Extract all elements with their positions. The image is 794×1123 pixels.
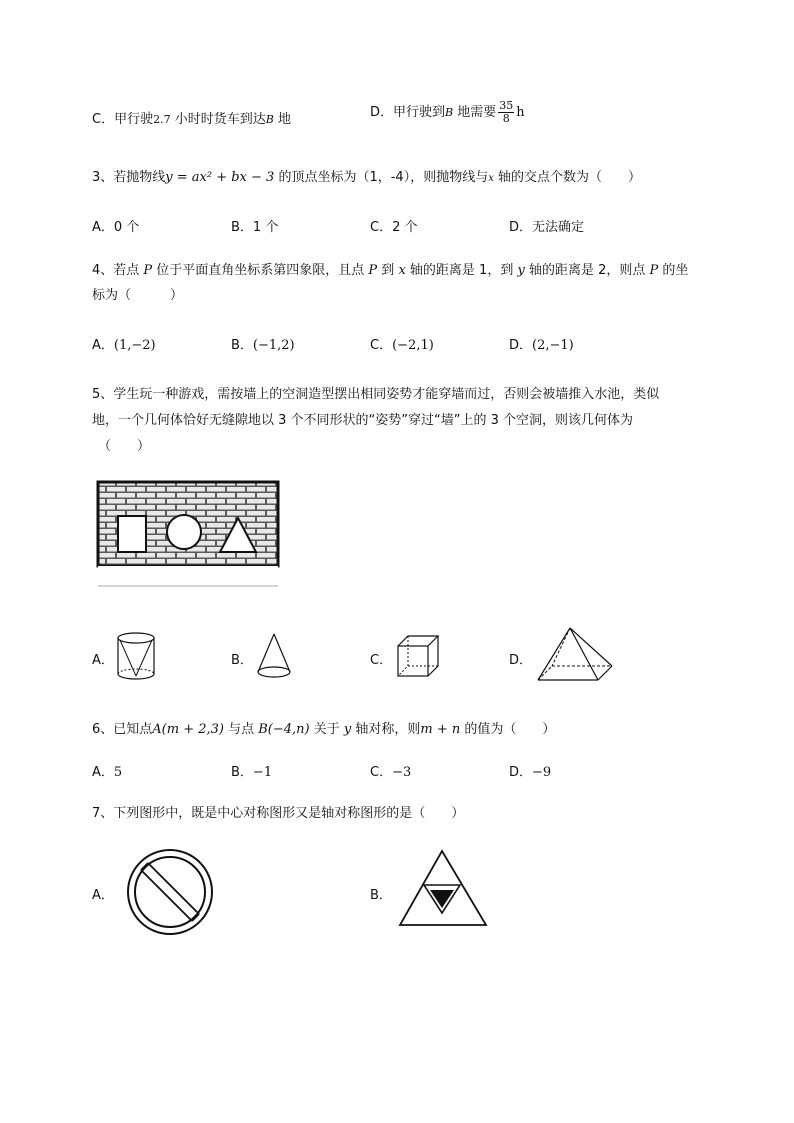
question-text: 轴对称，则 — [351, 722, 421, 737]
option-text: (1,−2) — [113, 338, 156, 353]
axis-variable: y — [517, 263, 525, 278]
q5-stem-line2: 地，一个几何体恰好无缝隙地以 3 个不同形状的“姿势”穿过“墙”上的 3 个空洞，则该几何体为 — [92, 413, 634, 428]
option-value: 2.7 — [153, 113, 171, 126]
option-text: −1 — [252, 765, 273, 780]
q7-option-a-label: A． — [92, 888, 114, 903]
question-text: 轴的距离是 2，则点 — [524, 263, 650, 278]
cube-icon — [396, 634, 442, 680]
point-a: A(m + 2,3) — [152, 722, 224, 737]
option-text: 甲行驶到 — [393, 105, 446, 120]
prohibition-sign-icon — [126, 848, 214, 936]
option-text: 5 — [113, 765, 123, 780]
option-text: 1 个 — [252, 220, 279, 235]
point-variable: P — [649, 263, 659, 278]
brick-wall-figure — [96, 480, 280, 588]
q4-stem-line2: 标为（ ） — [92, 288, 184, 303]
q6-option-d — [509, 761, 551, 780]
option-variable: B — [445, 106, 454, 119]
question-text: 4、若点 — [92, 263, 144, 278]
option-label: B． — [231, 765, 253, 780]
option-label: C． — [92, 112, 115, 127]
option-text: 地需要 — [453, 105, 497, 120]
q7-option-b-label: B． — [370, 888, 392, 903]
option-label: C． — [370, 338, 393, 353]
option-label: D． — [370, 105, 394, 120]
option-text: (−2,1) — [392, 338, 434, 353]
option-label: B． — [231, 338, 253, 353]
question-text: 3、若抛物线 — [92, 170, 166, 185]
option-text: 2 个 — [392, 220, 418, 235]
question-text: 与点 — [223, 722, 259, 737]
option-label: C． — [370, 765, 393, 780]
nested-triangles-icon — [398, 849, 490, 927]
q5-option-d-label: D． — [509, 653, 533, 668]
unit: h — [516, 105, 525, 120]
option-text: (2,−1) — [532, 338, 574, 353]
q6-option-b — [231, 761, 272, 780]
fraction — [498, 100, 514, 125]
axis-variable: y — [343, 722, 352, 737]
question-text: 的坐 — [658, 263, 689, 278]
axis-variable: x — [488, 173, 494, 184]
q3-option-c — [370, 216, 417, 235]
option-label: B． — [231, 220, 253, 235]
q6-stem — [92, 718, 555, 737]
q6-option-a — [92, 761, 122, 780]
question-text: 位于平面直角坐标系第四象限，且点 — [152, 263, 369, 278]
option-label: A． — [92, 220, 114, 235]
square-hole — [118, 516, 146, 552]
option-label: A． — [92, 765, 114, 780]
option-text: (−1,2) — [252, 338, 295, 353]
option-variable: B — [265, 113, 274, 126]
q5-option-b-label: B． — [231, 653, 253, 668]
option-label: C． — [370, 220, 393, 235]
option-label: D． — [509, 220, 533, 235]
q2-option-d — [370, 100, 525, 125]
q5-stem-line1: 5、学生玩一种游戏，需按墙上的空洞造型摆出相同姿势才能穿墙而过，否则会被墙推入水池，类似 — [92, 387, 660, 402]
fraction-numerator: 35 — [499, 99, 514, 112]
option-label: D． — [509, 338, 533, 353]
point-b: B(−4,n) — [258, 722, 310, 737]
q6-option-c — [370, 761, 411, 780]
option-text: 甲行驶 — [114, 112, 154, 127]
square-pyramid-icon — [536, 626, 614, 684]
expression: m + n — [420, 722, 461, 737]
question-text: 的顶点坐标为（1，-4），则抛物线与 — [274, 170, 489, 185]
question-text: 轴的距离是 1，到 — [405, 263, 518, 278]
q2-option-c — [92, 108, 291, 127]
point-variable: P — [368, 263, 378, 278]
q4-option-b — [231, 334, 295, 353]
option-text: −3 — [392, 765, 412, 780]
q7-stem: 7、下列图形中，既是中心对称图形又是轴对称图形的是（ ） — [92, 806, 465, 821]
cone-icon — [256, 632, 296, 682]
q4-option-d — [509, 334, 574, 353]
option-text: 无法确定 — [532, 220, 585, 235]
q4-stem-line1 — [92, 259, 688, 278]
option-label: A． — [92, 338, 114, 353]
option-text: −9 — [532, 765, 552, 780]
option-text: 地 — [273, 112, 291, 127]
question-text: 关于 — [309, 722, 344, 737]
formula: y = ax² + bx − 3 — [165, 170, 275, 185]
q3-stem — [92, 166, 641, 185]
option-label: D． — [509, 765, 533, 780]
cylinder-icon — [114, 632, 158, 682]
point-variable: P — [143, 263, 153, 278]
circle-hole — [167, 515, 201, 549]
q3-option-b — [231, 216, 278, 235]
option-text: 小时时货车到达 — [170, 112, 266, 127]
question-text: 6、已知点 — [92, 722, 153, 737]
axis-variable: x — [398, 263, 406, 278]
q4-option-c — [370, 334, 434, 353]
question-text: 到 — [377, 263, 399, 278]
fraction-denominator: 8 — [502, 112, 510, 125]
q5-stem-line3: （ ） — [98, 439, 151, 454]
question-text: 的值为（ ） — [460, 722, 556, 737]
question-text: 轴的交点个数为（ ） — [493, 170, 641, 185]
q5-option-a-label: A． — [92, 653, 114, 668]
option-text: 0 个 — [113, 220, 140, 235]
q3-option-a — [92, 216, 139, 235]
q3-option-d — [509, 216, 584, 235]
q4-option-a — [92, 334, 156, 353]
q5-option-c-label: C． — [370, 653, 393, 668]
